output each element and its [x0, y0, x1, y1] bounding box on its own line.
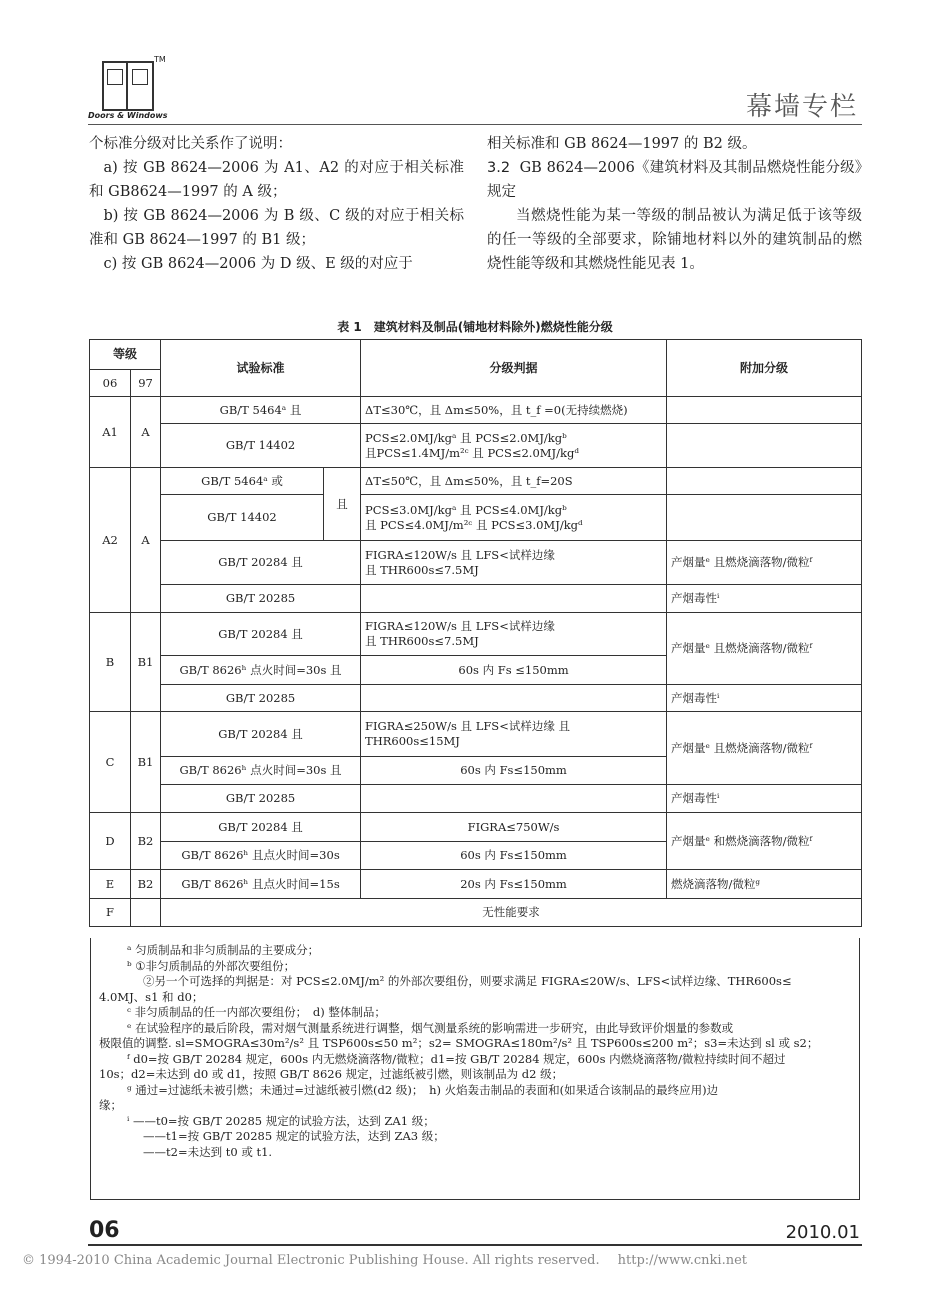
note-e-1: ᵉ 在试验程序的最后阶段，需对烟气测量系统进行调整，烟气测量系统的影响需进一步研究，由此导致评价烟量的参数或	[127, 1020, 734, 1035]
page-number: 06	[89, 1218, 120, 1243]
note-b-2: ②另一个可选择的判据是：对 PCS≤2.0MJ/m² 的外部次要组份，则要求满足 FIGRA≤20W/s、LFS<试样边缘、THR600s≤	[143, 974, 792, 988]
c-criteria-3	[361, 785, 667, 813]
a1-standard-2: GB/T 14402	[161, 424, 361, 468]
a2-standard-4: GB/T 20285	[161, 585, 361, 613]
a2-criteria-3	[361, 541, 667, 585]
b-additional-3: 产烟毒性ⁱ	[667, 685, 862, 712]
note-e-2: 极限值的调整. sl=SMOGRA≤30m²/s² 且 TSP600s≤50 m²；s2= SMOGRA≤180m²/s² 且 TSP600s≤200 m²；s3=未达到 sl 或 s2；	[99, 1036, 819, 1050]
b-criteria-3	[361, 685, 667, 712]
e-criteria-1: 20s 内 Fs≤150mm	[361, 870, 667, 899]
a2-and-connector: 且	[324, 468, 361, 541]
header-criteria: 分级判据	[361, 340, 667, 397]
copyright-text: © 1994-2010 China Academic Journal Electronic Publishing House. All rights reserved.	[22, 1253, 600, 1268]
section-title: GB 8624—2006《建筑材料及其制品燃烧性能分级》规定	[487, 160, 862, 200]
b-additional-1: 产烟量ᵉ 且燃烧滴落物/微粒ᶠ	[667, 613, 862, 685]
b-standard-2: GB/T 8626ʰ 点火时间=30s 且	[161, 656, 361, 685]
grade-97-a1: A	[131, 397, 161, 468]
flammability-table	[89, 339, 862, 927]
c-additional-1: 产烟量ᵉ 且燃烧滴落物/微粒ᶠ	[667, 712, 862, 785]
table-notes	[90, 938, 860, 1200]
c-additional-3: 产烟毒性ⁱ	[667, 785, 862, 813]
a1-additional-1	[667, 397, 862, 424]
b-standard-3: GB/T 20285	[161, 685, 361, 712]
right-line-1: 相关标准和 GB 8624—1997 的 B2 级。	[487, 136, 757, 152]
grade-06-c: C	[90, 712, 131, 813]
grade-06-a1: A1	[90, 397, 131, 468]
c-criteria-1a: FIGRA≤250W/s 且 LFS<试样边缘 且	[365, 719, 570, 733]
cnki-link[interactable]: http://www.cnki.net	[617, 1253, 747, 1268]
note-i-3: ——t2=未达到 t0 或 t1.	[143, 1144, 273, 1159]
b-criteria-1b: 且 THR600s≤7.5MJ	[365, 634, 479, 648]
a2-standard-3: GB/T 20284 且	[161, 541, 361, 585]
a2-additional-3: 产烟量ᵉ 且燃烧滴落物/微粒ᶠ	[667, 541, 862, 585]
grade-06-f: F	[90, 899, 131, 927]
note-c: ᶜ 非匀质制品的任一内部次要组份； d) 整体制品；	[127, 1005, 386, 1019]
b-standard-1: GB/T 20284 且	[161, 613, 361, 656]
a2-criteria-2b: 且 PCS≤4.0MJ/m²ᶜ 且 PCS≤3.0MJ/kgᵈ	[365, 517, 583, 532]
issue-date: 2010.01	[785, 1222, 860, 1243]
header-grade-97: 97	[131, 370, 161, 397]
a2-standard-1: GB/T 5464ᵃ 或	[161, 468, 324, 495]
logo-text: Doors & Windows	[88, 111, 168, 120]
left-column	[89, 132, 464, 276]
section-heading	[487, 156, 862, 204]
copyright-line	[22, 1253, 747, 1268]
grade-06-e: E	[90, 870, 131, 899]
a2-criteria-4	[361, 585, 667, 613]
column-title: 幕墙专栏	[745, 92, 858, 122]
grade-97-e: B2	[131, 870, 161, 899]
section-number: 3.2	[487, 160, 511, 176]
section-paragraph: 当燃烧性能为某一等级的制品被认为满足低于该等级的任一等级的全部要求，除铺地材料以外的建筑制品的燃烧性能等级和其燃烧性能见表 1。	[487, 208, 862, 272]
header-grade-06: 06	[90, 370, 131, 397]
header-standard: 试验标准	[161, 340, 361, 397]
header-divider	[88, 124, 862, 125]
grade-97-b: B1	[131, 613, 161, 712]
note-i-2: ——t1=按 GB/T 20285 规定的试验方法，达到 ZA3 级；	[143, 1129, 445, 1143]
d-standard-2: GB/T 8626ʰ 且点火时间=30s	[161, 842, 361, 870]
c-criteria-2: 60s 内 Fs≤150mm	[361, 757, 667, 785]
c-criteria-1b: THR600s≤15MJ	[365, 734, 460, 748]
a2-criteria-2	[361, 495, 667, 541]
left-paragraph-1: 个标准分级对比关系作了说明：	[89, 136, 292, 152]
a2-criteria-3a: FIGRA≤120W/s 且 LFS<试样边缘	[365, 547, 555, 562]
a1-additional-2	[667, 424, 862, 468]
footer-divider	[88, 1244, 862, 1246]
grade-97-a2: A	[131, 468, 161, 613]
e-additional-1: 燃烧滴落物/微粒ᵍ	[667, 870, 862, 899]
a2-criteria-3b: 且 THR600s≤7.5MJ	[365, 562, 479, 577]
table-caption: 表 1 建筑材料及制品(铺地材料除外)燃烧性能分级	[337, 320, 613, 334]
a2-criteria-2a: PCS≤3.0MJ/kgᵃ 且 PCS≤4.0MJ/kgᵇ	[365, 502, 567, 517]
grade-97-d: B2	[131, 813, 161, 870]
grade-97-c: B1	[131, 712, 161, 813]
note-g-1: ᵍ 通过=过滤纸未被引燃；未通过=过滤纸被引燃(d2 级)； h) 火焰轰击制品的表面和(如果适合该制品的最终应用)边	[127, 1082, 719, 1097]
a1-criteria-2	[361, 424, 667, 468]
right-column	[487, 132, 862, 276]
trademark-mark: TM	[154, 55, 166, 64]
f-criteria: 无性能要求	[161, 899, 862, 927]
note-b-1: ᵇ ①非匀质制品的外部次要组份；	[127, 958, 296, 973]
c-standard-1: GB/T 20284 且	[161, 712, 361, 757]
a1-criteria-2b: 且PCS≤1.4MJ/m²ᶜ 且 PCS≤2.0MJ/kgᵈ	[365, 445, 579, 460]
note-f-1: ᶠ d0=按 GB/T 20284 规定，600s 内无燃烧滴落物/微粒；d1=按 GB/T 20284 规定，600s 内燃烧滴落物/微粒持续时间不超过	[127, 1051, 786, 1066]
note-g-2: 缘；	[99, 1098, 122, 1112]
journal-logo	[88, 55, 188, 125]
d-criteria-1: FIGRA≤750W/s	[361, 813, 667, 842]
note-f-2: 10s；d2=未达到 d0 或 d1，按照 GB/T 8626 规定，过滤纸被引燃，则该制品为 d2 级；	[99, 1067, 564, 1081]
e-standard-1: GB/T 8626ʰ 且点火时间=15s	[161, 870, 361, 899]
a2-additional-2	[667, 495, 862, 541]
b-criteria-1a: FIGRA≤120W/s 且 LFS<试样边缘	[365, 619, 555, 633]
d-criteria-2: 60s 内 Fs≤150mm	[361, 842, 667, 870]
b-criteria-1	[361, 613, 667, 656]
a2-additional-1	[667, 468, 862, 495]
left-paragraph-a: a) 按 GB 8624—2006 为 A1、A2 的对应于相关标准和 GB8624—1997 的 A 级；	[89, 160, 464, 200]
window-icon	[102, 61, 154, 111]
grade-06-b: B	[90, 613, 131, 712]
header-additional: 附加分级	[667, 340, 862, 397]
c-standard-3: GB/T 20285	[161, 785, 361, 813]
a1-standard-1: GB/T 5464ᵃ 且	[161, 397, 361, 424]
note-b-3: 4.0MJ、s1 和 d0；	[99, 989, 204, 1004]
grade-06-d: D	[90, 813, 131, 870]
note-a: ᵃ 匀质制品和非匀质制品的主要成分；	[127, 943, 320, 957]
grade-06-a2: A2	[90, 468, 131, 613]
a2-standard-2: GB/T 14402	[161, 495, 324, 541]
a2-additional-4: 产烟毒性ⁱ	[667, 585, 862, 613]
d-additional-1: 产烟量ᵉ 和燃烧滴落物/微粒ᶠ	[667, 813, 862, 870]
grade-97-f	[131, 899, 161, 927]
left-paragraph-b: b) 按 GB 8624—2006 为 B 级、C 级的对应于相关标准和 GB 8624—1997 的 B1 级；	[89, 208, 464, 248]
header-grade: 等级	[90, 340, 161, 370]
a1-criteria-2a: PCS≤2.0MJ/kgᵃ 且 PCS≤2.0MJ/kgᵇ	[365, 430, 567, 445]
c-criteria-1	[361, 712, 667, 757]
d-standard-1: GB/T 20284 且	[161, 813, 361, 842]
note-i-1: ⁱ ——t0=按 GB/T 20285 规定的试验方法，达到 ZA1 级；	[127, 1113, 435, 1128]
a1-criteria-1: ΔT≤30℃，且 Δm≤50%，且 t_f =0(无持续燃烧)	[361, 397, 667, 424]
c-standard-2: GB/T 8626ʰ 点火时间=30s 且	[161, 757, 361, 785]
left-paragraph-c: c) 按 GB 8624—2006 为 D 级、E 级的对应于	[103, 256, 413, 272]
b-criteria-2: 60s 内 Fs ≤150mm	[361, 656, 667, 685]
a2-criteria-1: ΔT≤50℃，且 Δm≤50%，且 t_f=20S	[361, 468, 667, 495]
